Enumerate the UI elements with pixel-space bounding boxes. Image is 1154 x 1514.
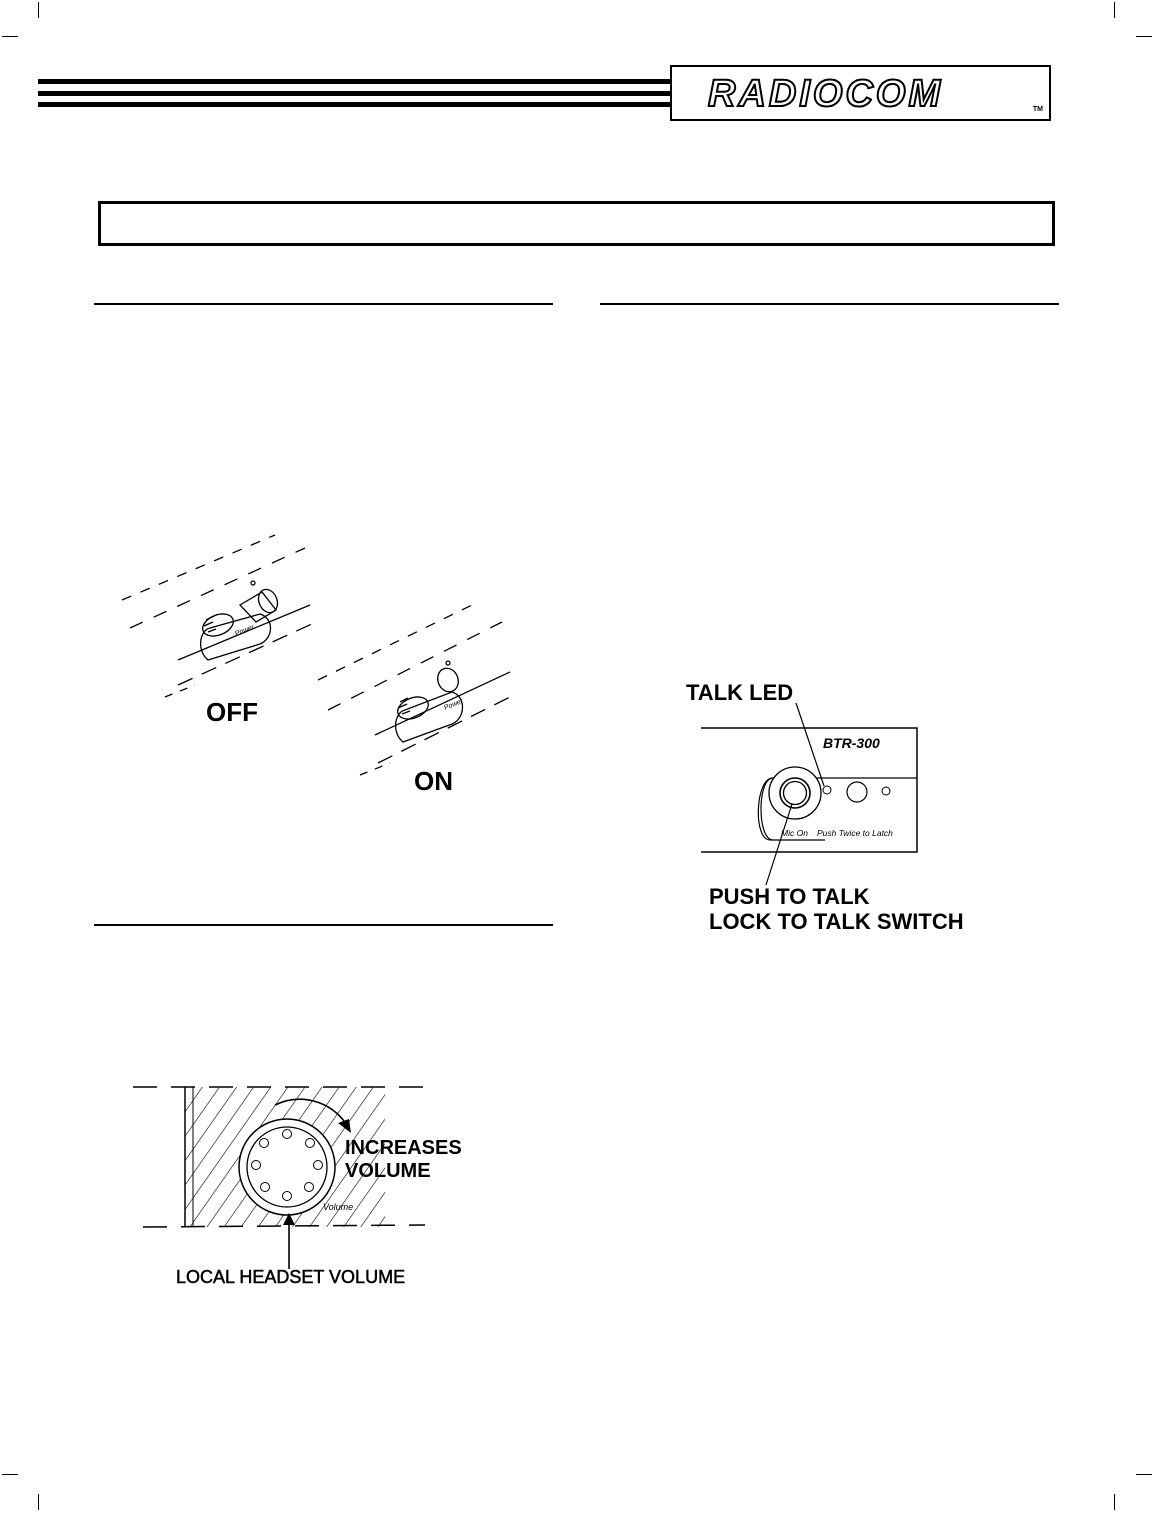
on-label: ON bbox=[414, 766, 453, 796]
talk-led-label: TALK LED bbox=[686, 680, 794, 705]
model-label: BTR-300 bbox=[823, 735, 880, 751]
crop-mark bbox=[38, 1494, 39, 1510]
radiocom-logo: RADIOCOM bbox=[708, 73, 944, 115]
crop-mark bbox=[1136, 36, 1152, 37]
volume-knob-figure bbox=[125, 1075, 485, 1295]
power-switch-figure bbox=[100, 510, 530, 810]
mic-on-caption: Mic On bbox=[781, 828, 808, 838]
push-to-talk-label-line2: LOCK TO TALK SWITCH bbox=[709, 909, 964, 934]
power-caption-off: Power bbox=[234, 623, 256, 638]
volume-pointer-arrow bbox=[283, 1213, 295, 1269]
header-bar bbox=[38, 91, 670, 96]
power-caption-on: Power bbox=[443, 697, 465, 712]
push-to-talk-leader bbox=[766, 804, 792, 885]
trademark-mark: TM bbox=[1032, 106, 1043, 113]
logo-box bbox=[670, 65, 1051, 121]
crop-mark bbox=[1114, 1494, 1115, 1510]
crop-mark bbox=[38, 2, 39, 18]
push-to-talk-label-line1: PUSH TO TALK bbox=[709, 884, 870, 909]
header-bar bbox=[38, 79, 670, 84]
section-rule-left-middle bbox=[94, 924, 553, 926]
increases-volume-label-line1: INCREASES bbox=[345, 1137, 462, 1159]
section-title-box bbox=[98, 201, 1055, 246]
local-headset-volume-label: LOCAL HEADSET VOLUME bbox=[176, 1267, 406, 1287]
push-twice-caption: Push Twice to Latch bbox=[817, 828, 893, 838]
crop-mark bbox=[1136, 1474, 1152, 1475]
section-rule-right-top bbox=[600, 303, 1059, 305]
off-label: OFF bbox=[206, 697, 258, 727]
volume-knob-caption: Volume bbox=[323, 1202, 354, 1212]
talk-panel-figure bbox=[695, 700, 925, 890]
header-bar bbox=[38, 102, 670, 107]
crop-mark bbox=[2, 36, 18, 37]
crop-mark bbox=[2, 1474, 18, 1475]
crop-mark bbox=[1114, 2, 1115, 18]
section-rule-left-top bbox=[94, 303, 553, 305]
increases-volume-label-line2: VOLUME bbox=[345, 1160, 431, 1182]
power-panel-off bbox=[122, 535, 314, 697]
power-panel-on bbox=[318, 605, 512, 775]
